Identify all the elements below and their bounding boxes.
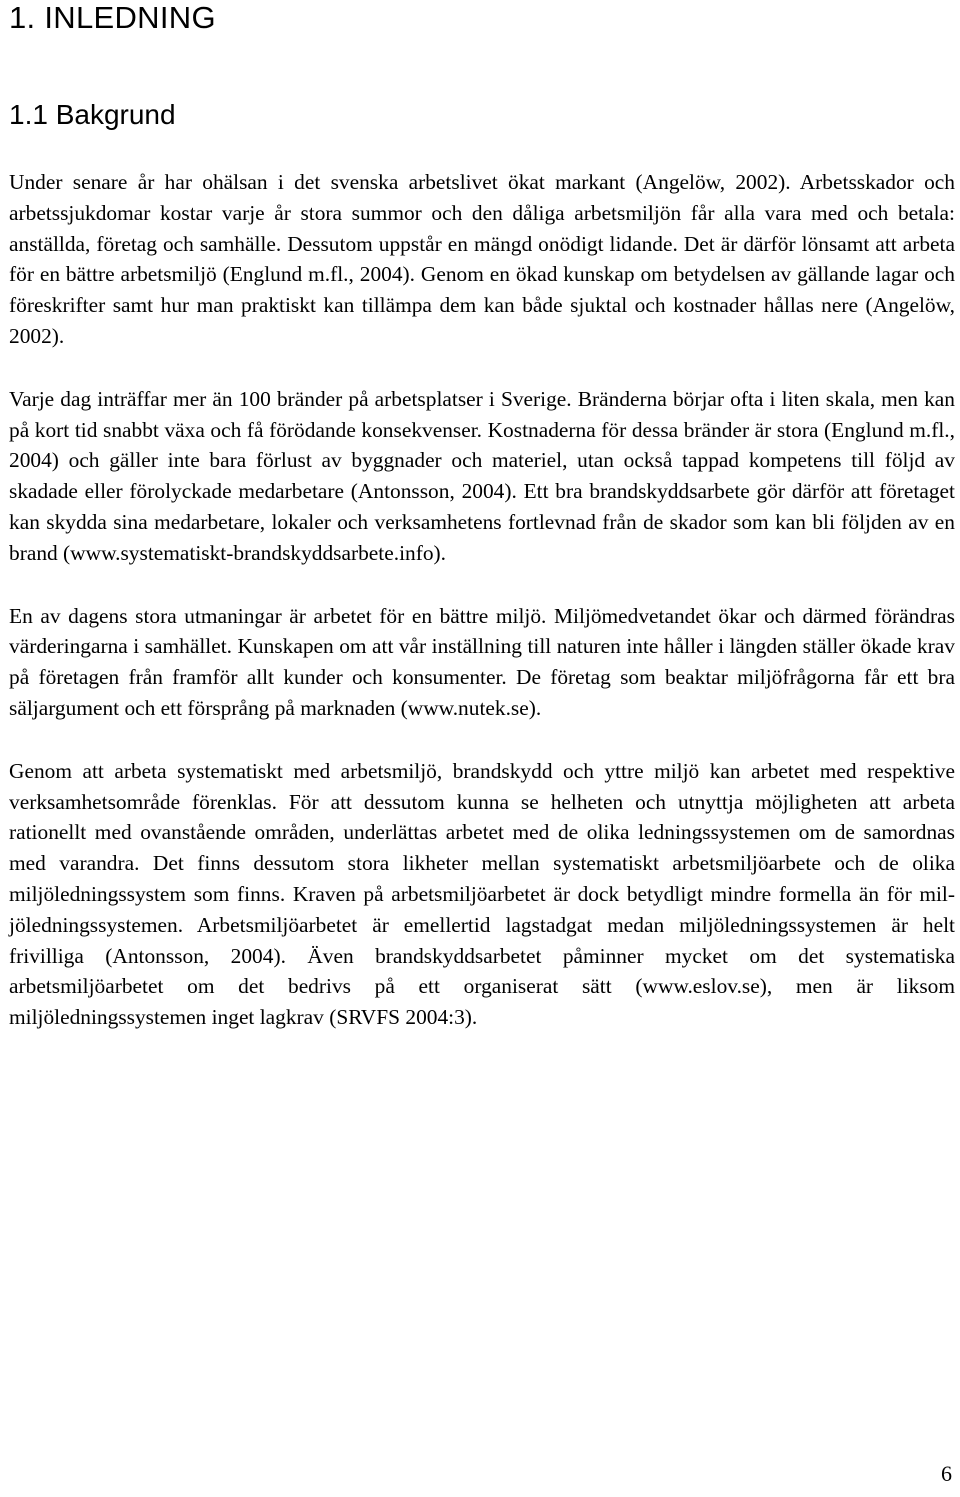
paragraph: Genom att arbeta systematiskt med arbetsmiljö, brandskydd och yttre miljö kan arbetet med respektive verksamhetsområde förenklas. För att dessutom kunna se helheten och utnyttja möjligheten att arbeta rationellt med ovanstående områden, underlättas arbetet med de olika ledningssystemen om de samordnas med varandra. Det finns dessutom stora likheter mellan systematiskt arbetsmiljöarbete och de olika miljöledningssystem som finns. Kraven på arbetsmiljöarbetet är dock betydligt mindre formella än för miljöledningssystemen. Arbetsmiljöarbetet är emellertid lagstadgat medan miljöledningssystemen är helt frivilliga (Antonsson, 2004). Även brandskyddsarbetet påminner mycket om det systematiska arbetsmiljöarbetet om det bedrivs på ett organiserat sätt (www.eslov.se), men är liksom miljöledningssystemen inget lagkrav (SRVFS 2004:3). <box>9 758 955 1030</box>
section-heading: 1.1 Bakgrund <box>9 99 176 130</box>
body-text <box>9 167 955 1065</box>
paragraph: Under senare år har ohälsan i det svenska arbetslivet ökat markant (Angelöw, 2002). Arbetsskador och arbetssjukdomar kostar varje år stora summor och den dåliga arbetsmiljön får alla vara med och betala: anställda, företag och samhälle. Dessutom uppstår en mängd onödigt lidande. Det är därför lönsamt att arbeta för en bättre arbetsmiljö (Englund m.fl., 2004). Genom en ökad kunskap om betydelsen av gällande lagar och föreskrifter samt hur man praktiskt kan tillämpa dem kan både sjuktal och kostnader hållas nere (Angelöw, 2002). <box>9 170 955 348</box>
page-number: 6 <box>941 1461 952 1486</box>
chapter-heading: 1. INLEDNING <box>9 0 216 35</box>
paragraph: En av dagens stora utmaningar är arbetet för en bättre miljö. Miljömedvetandet ökar och därmed förändras värderingarna i samhället. Kunskapen om att vår inställning till naturen inte håller i längden ställer ökade krav på företagen från framför allt kunder och konsumenter. De företag som beaktar miljöfrågorna får ett bra säljargument och ett försprång på marknaden (www.nutek.se). <box>9 603 955 720</box>
paragraph: Varje dag inträffar mer än 100 bränder på arbetsplatser i Sverige. Bränderna börjar ofta i liten skala, men kan på kort tid snabbt växa och få förödande konsekvenser. Kostnaderna för dessa bränder är stora (Englund m.fl., 2004) och gäller inte bara förlust av byggnader och materiel, utan också tappad kompetens till följd av skadade eller förolyckade medarbetare (Antonsson, 2004). Ett bra brandskyddsarbete gör därför att företaget kan skydda sina medarbetare, lokaler och verksamhetens fortlevnad från de skador som kan bli följden av en brand (www.systematiskt-brandskyddsarbete.info). <box>9 386 955 565</box>
